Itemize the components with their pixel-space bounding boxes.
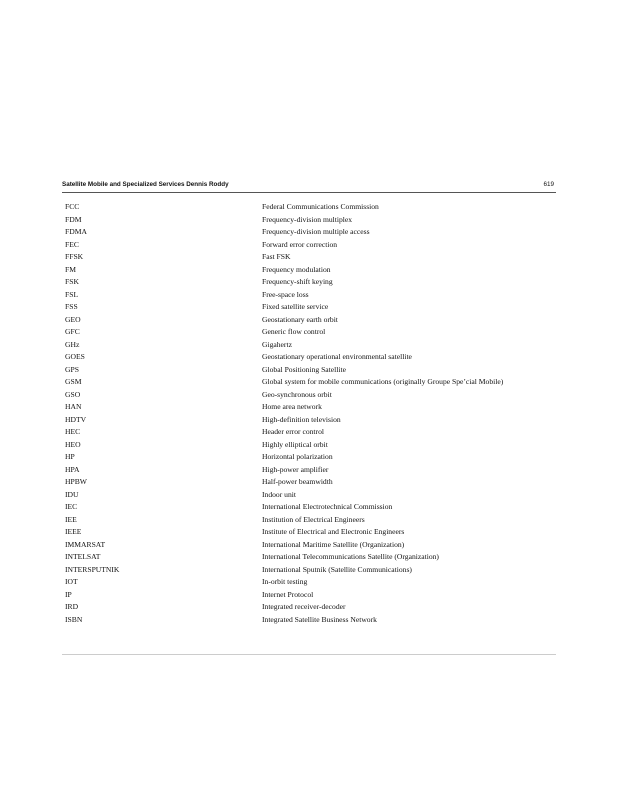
abbreviation-definition: International Telecommunications Satellite (Organization) xyxy=(262,552,439,561)
abbreviation-term: FM xyxy=(65,264,76,274)
abbreviation-definition: Gigahertz xyxy=(262,339,292,349)
abbreviation-definition: Generic flow control xyxy=(262,327,326,336)
abbreviation-row xyxy=(65,289,555,302)
abbreviation-row xyxy=(65,376,555,389)
abbreviation-row xyxy=(65,451,555,464)
abbreviation-definition: Fast FSK xyxy=(262,252,291,261)
abbreviation-term: ISBN xyxy=(65,614,83,624)
abbreviation-row xyxy=(65,389,555,402)
abbreviation-row xyxy=(65,589,555,602)
abbreviation-definition: International Sputnik (Satellite Communications) xyxy=(262,564,412,574)
abbreviation-list xyxy=(65,201,555,626)
abbreviation-term: GEO xyxy=(65,314,81,324)
abbreviation-row xyxy=(65,364,555,377)
page-header xyxy=(62,180,556,193)
abbreviation-definition: Header error control xyxy=(262,427,324,436)
abbreviation-definition: High-definition television xyxy=(262,414,341,424)
abbreviation-row xyxy=(65,464,555,477)
abbreviation-term: HPBW xyxy=(65,477,87,486)
abbreviation-row xyxy=(65,476,555,489)
running-title: Satellite Mobile and Specialized Services Dennis Roddy xyxy=(62,181,229,188)
abbreviation-definition: Forward error correction xyxy=(262,239,338,249)
abbreviation-term: HP xyxy=(65,452,75,461)
abbreviation-row xyxy=(65,214,555,227)
abbreviation-definition: Integrated receiver-decoder xyxy=(262,602,346,611)
abbreviation-row xyxy=(65,314,555,327)
abbreviation-row xyxy=(65,576,555,589)
abbreviation-row xyxy=(65,414,555,427)
abbreviation-definition: Internet Protocol xyxy=(262,589,314,599)
abbreviation-definition: Half-power beamwidth xyxy=(262,477,333,486)
abbreviation-term: IEE xyxy=(65,514,77,524)
abbreviation-definition: International Maritime Satellite (Organization) xyxy=(262,539,405,549)
abbreviation-term: IRD xyxy=(65,602,79,611)
abbreviation-term: FDMA xyxy=(65,227,87,236)
page-number: 619 xyxy=(543,181,554,188)
abbreviation-row xyxy=(65,351,555,364)
abbreviation-term: GSM xyxy=(65,377,82,386)
abbreviation-term: HAN xyxy=(65,402,82,411)
abbreviation-term: GPS xyxy=(65,364,79,374)
abbreviation-term: IDU xyxy=(65,489,79,499)
abbreviation-row xyxy=(65,489,555,502)
abbreviation-term: FFSK xyxy=(65,252,84,261)
abbreviation-term: GHz xyxy=(65,339,80,349)
abbreviation-term: HPA xyxy=(65,464,80,474)
abbreviation-definition: Frequency modulation xyxy=(262,264,331,274)
abbreviation-term: INTERSPUTNIK xyxy=(65,564,120,574)
abbreviation-term: GOES xyxy=(65,352,85,361)
abbreviation-term: FCC xyxy=(65,202,80,211)
abbreviation-row xyxy=(65,539,555,552)
abbreviation-term: HDTV xyxy=(65,414,87,424)
abbreviation-term: INTELSAT xyxy=(65,552,101,561)
abbreviation-definition: Free-space loss xyxy=(262,289,309,299)
abbreviation-row xyxy=(65,426,555,439)
abbreviation-definition: Frequency-shift keying xyxy=(262,277,333,286)
abbreviation-term: GFC xyxy=(65,327,80,336)
abbreviation-row xyxy=(65,226,555,239)
abbreviation-row xyxy=(65,514,555,527)
abbreviation-term: IEC xyxy=(65,502,78,511)
abbreviation-term: FSK xyxy=(65,277,79,286)
abbreviation-row xyxy=(65,201,555,214)
abbreviation-row xyxy=(65,526,555,539)
abbreviation-term: IMMARSAT xyxy=(65,539,106,549)
abbreviation-definition: In-orbit testing xyxy=(262,577,308,586)
abbreviation-row xyxy=(65,339,555,352)
abbreviation-term: IEEE xyxy=(65,527,82,536)
abbreviation-definition: Frequency-division multiple access xyxy=(262,227,370,236)
footer-divider xyxy=(62,654,556,655)
abbreviation-definition: Frequency-division multiplex xyxy=(262,214,353,224)
abbreviation-term: GSO xyxy=(65,389,81,399)
abbreviation-definition: International Electrotechnical Commission xyxy=(262,502,393,511)
abbreviation-row xyxy=(65,264,555,277)
abbreviation-definition: Home area network xyxy=(262,402,322,411)
abbreviation-definition: High-power amplifier xyxy=(262,464,329,474)
abbreviation-definition: Horizontal polarization xyxy=(262,452,333,461)
abbreviation-row xyxy=(65,276,555,289)
abbreviation-term: FSL xyxy=(65,289,79,299)
abbreviation-term: IP xyxy=(65,589,72,599)
abbreviation-term: HEC xyxy=(65,427,81,436)
abbreviation-row xyxy=(65,551,555,564)
abbreviation-row xyxy=(65,564,555,577)
abbreviation-definition: Integrated Satellite Business Network xyxy=(262,614,377,624)
abbreviation-definition: Federal Communications Commission xyxy=(262,202,379,211)
abbreviation-definition: Geostationary operational environmental satellite xyxy=(262,352,412,361)
abbreviation-definition: Fixed satellite service xyxy=(262,302,329,311)
abbreviation-definition: Geostationary earth orbit xyxy=(262,314,338,324)
abbreviation-row xyxy=(65,251,555,264)
abbreviation-term: FSS xyxy=(65,302,78,311)
abbreviation-definition: Global Positioning Satellite xyxy=(262,364,346,374)
abbreviation-term: FEC xyxy=(65,239,79,249)
abbreviation-definition: Institute of Electrical and Electronic Engineers xyxy=(262,527,405,536)
abbreviation-definition: Geo-synchronous orbit xyxy=(262,389,332,399)
abbreviation-row xyxy=(65,301,555,314)
abbreviation-term: HEO xyxy=(65,439,81,449)
abbreviation-row xyxy=(65,439,555,452)
abbreviation-definition: Indoor unit xyxy=(262,489,296,499)
abbreviation-definition: Institution of Electrical Engineers xyxy=(262,514,365,524)
abbreviation-definition: Highly elliptical orbit xyxy=(262,439,328,449)
abbreviation-term: FDM xyxy=(65,214,82,224)
abbreviation-row xyxy=(65,401,555,414)
abbreviation-row xyxy=(65,326,555,339)
abbreviation-term: IOT xyxy=(65,577,78,586)
abbreviation-definition: Global system for mobile communications (originally Groupe Spe’cial Mobile) xyxy=(262,377,504,386)
abbreviation-row xyxy=(65,239,555,252)
abbreviation-row xyxy=(65,601,555,614)
abbreviation-row xyxy=(65,614,555,627)
abbreviation-row xyxy=(65,501,555,514)
